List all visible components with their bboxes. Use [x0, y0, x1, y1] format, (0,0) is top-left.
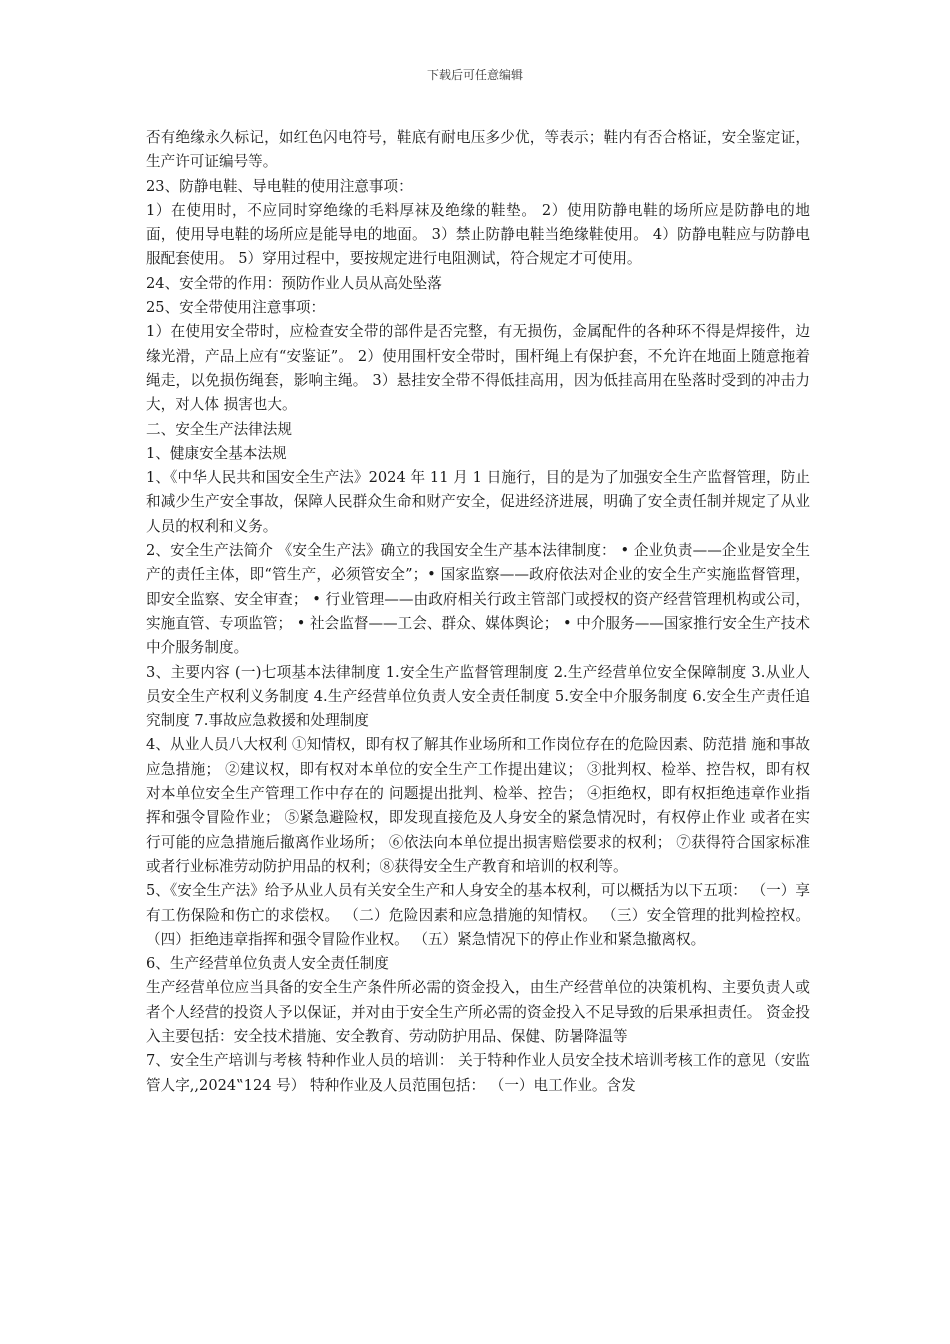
paragraph-main-content: 3、主要内容 (一)七项基本法律制度 1.安全生产监督管理制度 2.生产经营单位安全保障制度 3.从业人员安全生产权利义务制度 4.生产经营单位负责人安全责任制度 5.安全中介服务制度 6.安全生产责任追究制度 7.事故应急救援和处理制度 — [146, 663, 810, 730]
paragraph-antistatic-shoe-notes: 1）在使用时，不应同时穿绝缘的毛料厚袜及绝缘的鞋垫。 2）使用防静电鞋的场所应是防静电的地面，使用导电鞋的场所应是能导电的地面。 3）禁止防静电鞋当绝缘鞋使用。 4）防静电鞋应与防静电服配套使用。 5）穿用过程中，要按规定进行电阻测试，符合规定才可使用。 — [146, 201, 810, 268]
paragraph-training: 7、安全生产培训与考核 特种作业人员的培训： 关于特种作业人员安全技术培训考核工作的意见（安监管人字,,2024‟124 号） 特种作业及人员范围包括： （一）电工作业。含发 — [146, 1052, 810, 1094]
paragraph-law-intro: 2、安全生产法简介 《安全生产法》确立的我国安全生产基本法律制度： • 企业负责——企业是安全生产的责任主体，即“管生产，必须管安全”；• 国家监察——政府依法对企业的安全生产实施监督管理，即安全监察、安全审查； • 行业管理——由政府相关行政主管部门或授权的资产经营管理机构或公司，实施直管、专项监管； • 社会监督——工会、群众、媒体舆论； • 中介服务——国家推行安全生产技术中介服务制度。 — [146, 542, 810, 657]
page-header: 下载后可任意编辑 — [426, 68, 523, 82]
document-body — [146, 126, 810, 1098]
heading-safety-belt-notes: 25、安全带使用注意事项： — [146, 299, 326, 317]
heading-responsibility-system: 6、生产经营单位负责人安全责任制度 — [146, 955, 389, 973]
paragraph-eight-rights: 4、从业人员八大权利 ①知情权，即有权了解其作业场所和工作岗位存在的危险因素、防范措 施和事故应急措施； ②建议权，即有权对本单位的安全生产工作提出建议； ③批判权、检举、控告权，即有权对本单位安全生产管理工作中存在的 问题提出批判、检举、控告； ④拒绝权，即有权拒绝违章作业指挥和强令冒险作业； ⑤紧急避险权，即发现直接危及人身安全的紧急情况时，有权停止作业 或者在实行可能的应急措施后撤离作业场所； ⑥依法向本单位提出损害赔偿要求的权利； ⑦获得符合国家标准或者行业标准劳动防护用品的权利；⑧获得安全生产教育和培训的权利等。 — [146, 736, 810, 875]
paragraph-safety-belt-function: 24、安全带的作用：预防作业人员从高处坠落 — [146, 274, 442, 292]
heading-basic-regulations: 1、健康安全基本法规 — [146, 444, 287, 462]
heading-antistatic-shoe-notes: 23、防静电鞋、导电鞋的使用注意事项： — [146, 177, 413, 195]
paragraph-safety-belt-notes: 1）在使用安全带时，应检查安全带的部件是否完整，有无损伤，金属配件的各种环不得是焊接件，边缘光滑，产品上应有“安鉴证”。 2）使用围杆安全带时，围杆绳上有保护套，不允许在地面上随意拖着绳走，以免损伤绳套，影响主绳。 3）悬挂安全带不得低挂高用，因为低挂高用在坠落时受到的冲击力大，对人体 损害也大。 — [146, 323, 810, 414]
paragraph-safety-production-law: 1、《中华人民共和国安全生产法》2024 年 11 月 1 日施行，目的是为了加强安全生产监督管理，防止和减少生产安全事故，保障人民群众生命和财产安全，促进经济进展，明确了安全责任制并规定了从业人员的权利和义务。 — [146, 469, 810, 535]
section-heading-safety-law: 二、安全生产法律法规 — [146, 420, 292, 438]
paragraph-funding: 生产经营单位应当具备的安全生产条件所必需的资金投入，由生产经营单位的决策机构、主要负责人或者个人经营的投资人予以保证，并对由于安全生产所必需的资金投入不足导致的后果承担责任。 资金投入主要包括：安全技术措施、安全教育、劳动防护用品、保健、防暑降温等 — [146, 979, 810, 1045]
paragraph-five-rights: 5、《安全生产法》给予从业人员有关安全生产和人身安全的基本权利，可以概括为以下五项： （一）享有工伤保险和伤亡的求偿权。 （二）危险因素和应急措施的知情权。 （三）安全管理的批判检控权。 （四）拒绝违章指挥和强令冒险作业权。 （五）紧急情况下的停止作业和紧急撤离权。 — [146, 882, 810, 948]
paragraph-shoe-marking: 否有绝缘永久标记，如红色闪电符号，鞋底有耐电压多少优，等表示；鞋内有否合格证，安全鉴定证，生产许可证编号等。 — [146, 129, 810, 171]
